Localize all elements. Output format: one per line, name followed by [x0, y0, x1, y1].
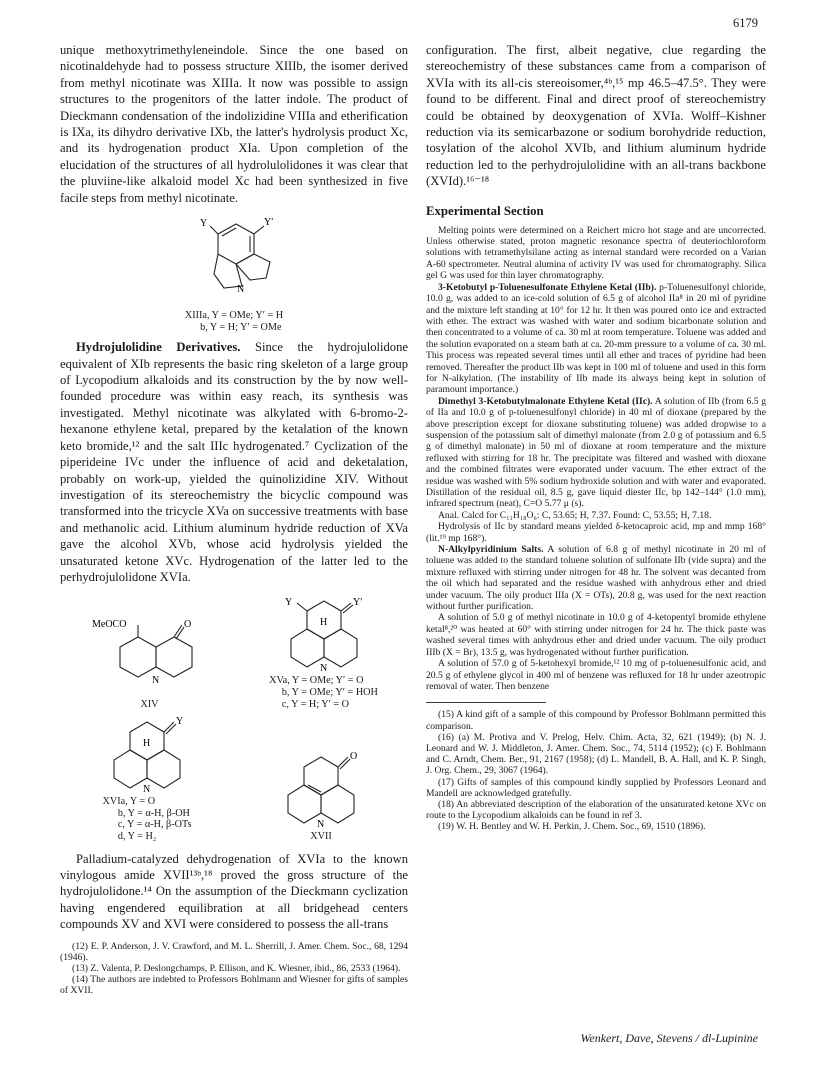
pyridinium-body: A solution of 6.8 g of methyl nicotinate in 20 ml of toluene was added to the standard toluene solution of sulfonate IIb (vide supra) and the mixture refluxed with stirring under nitrogen for 48 hr. The solvent was decanted from the oil which had separated and the residue washed with anhydrous ether and dried under vacuum. The oily product IIIa (X = OTs), 20.8 g, was used for the next reaction without further purification.: [426, 544, 766, 613]
right-column: [426, 42, 766, 833]
structure-xiv-caption: XIV: [140, 698, 159, 710]
xiv-meoco-label: MeOCO: [91, 618, 126, 630]
xvi-n-label: N: [143, 784, 151, 795]
left-footnotes: [60, 941, 408, 997]
left-intro-paragraph: unique methoxytrimethyleneindole. Since the one based on nicotinaldehyde had to possess structure XIIIb, the isomer derived from methyl nicotinate was XIIIa. It now was possible to assign structures to the progenitors of the latter indole. The product of Dieckmann condensation of the indolizidine VIIIa and etherification is IXa, its dihydro derivative IXb, the latter's hydrolysis product Xc, and its hydrogenation product XIa. Upon completion of the elucidation of the structures of all hydrolulolidones it was clear that the pluviine-like alkaloid model Xc had been synthesized in five facile steps from methyl nicotinate.: [60, 43, 408, 205]
running-footer: Wenkert, Dave, Stevens / dl-Lupinine: [580, 1031, 758, 1045]
dehydrogenation-paragraph: Palladium-catalyzed dehydrogenation of XVIa to the known vinylogous amide XVII¹³ᵇ,¹⁸ proved the gross structure of the hydrojulolidone.¹⁴ On the assumption of the Dieckmann cyclization having engendered equilibration at all bridgehead centers compounds XV and XVI were considered to possess the all-trans: [60, 851, 408, 932]
xvii-o-label: O: [350, 750, 358, 762]
experimental-pyridinium: [426, 544, 766, 612]
structure-row-xiii: [60, 212, 408, 333]
xiii-n-label: N: [237, 284, 245, 296]
structure-row-xiv-xv: [60, 593, 408, 710]
iic-hydrolysis: Hydrolysis of IIc by standard means yielded δ-ketocaproic acid, mp and mmp 168° (lit.¹⁹ mp 168°).: [426, 521, 766, 544]
structure-xiii-caption: XIIIa, Y = OMe; Y′ = H b, Y = H; Y′ = OMe: [184, 310, 284, 333]
footnote-19: (19) W. H. Bentley and W. H. Perkin, J. Chem. Soc., 69, 1510 (1896).: [438, 821, 706, 833]
hydrojulolidine-paragraph: [60, 339, 408, 585]
structure-xiv-drawing: [90, 617, 210, 697]
footnote-14: (14) The authors are indebted to Professors Bohlmann and Wiesner for gifts of samples of XVII.: [60, 974, 408, 997]
right-intro-paragraph: configuration. The first, albeit negative, clue regarding the stereochemistry of these substances came from a comparison of XVIa with its all-cis stereoisomer,⁴ᵇ,¹⁵ mp 46.5–47.5°. They were found to be different. Final and direct proof of stereochemistry could be obtained by deoxygenation of XVIa. Wolff–Kishner reduction via its semicarbazone or sodium borohydride reduction, tosylation of the alcohol XVIb, and lithium aluminum hydride reduction led to the perhydrojulolidine with an all-trans backbone (XVId).¹⁶⁻¹⁸: [426, 43, 766, 189]
footnote-17: (17) Gifts of samples of this compound kindly supplied by Professors Leonard and Mandell are acknowledged gratefully.: [426, 776, 766, 799]
footnote-12: (12) E. P. Anderson, J. V. Crawford, and M. L. Sherrill, J. Amer. Chem. Soc., 68, 1294 (1946).: [60, 940, 408, 963]
structure-xv: [269, 593, 379, 710]
experimental-iic: [426, 396, 766, 510]
footnote-16: (16) (a) M. Protiva and V. Prelog, Helv. Chim. Acta, 32, 621 (1949); (b) N. J. Leonard and W. J. Middleton, J. Amer. Chem. Soc., 74, 5114 (1952); (c) F. Bohlmann and C. Arndt, Chem. Ber., 91, 2167 (1958); (d) L. Mandell, B. A. Hall, and K. P. Singh, J. Org. Chem., 29, 3067 (1964).: [426, 731, 766, 777]
xvi-y-label: Y: [176, 716, 184, 728]
footnote-divider: [426, 702, 546, 703]
hydrojulolidine-body: Since the hydrojulolidone equivalent of XIb represents the basic ring skeleton of a large group of Lycopodium alkaloids and its construction by the by now well-founded procedure was within easy reach, its synthesis was investigated. Methyl nicotinate was alkylated with 6-bromo-2-hexanone ethylene ketal, prepared by the ketalation of the known keto bromide,¹² and the salt IIIc hydrogenated.⁷ Cyclization of the piperideine IVc under the influence of acid and deketalation, probably on work-up, yielded the quinolizidine XIV. Without investigation of its stereochemistry the bicyclic compound was transformed into the tricycle XVa on successive treatments with base and methanolic acid. Lithium aluminum hydride reduction of XVa gave the alcohol XVb, whose acid hydrolysis yielded the unsaturated ketone XVc. Hydrogenation of the latter led to the perhydrojulolidone XVIa.: [60, 340, 408, 584]
structure-xvi-caption: XVIa, Y = O b, Y = α-H, β-OH c, Y = α-H, β-OTs d, Y = H₂: [102, 796, 192, 842]
structure-xvii: [266, 749, 376, 843]
xvii-n-label: N: [317, 818, 325, 829]
experimental-intro: Melting points were determined on a Reichert micro hot stage and are uncorrected. Unless otherwise stated, proton magnetic resonance spectra of deuteriochloroform solutions with tetramethylsilane acting as internal standard were recorded on a Varian A-60 spectrometer. Neutral alumina of activity IV was used for chromatography. Silica gel G was used for thin layer chromatography.: [426, 224, 766, 282]
pyridinium-ketal: A solution of 57.0 g of 5-ketohexyl bromide,¹² 10 mg of p-toluenesulfonic acid, and 20.5 g of ethylene glycol in 400 ml of benzene was refluxed for 18 hr under azeotropic removal of water. Then benzene: [426, 658, 766, 692]
xiii-yprime-label: Y′: [264, 217, 274, 229]
structure-xvii-caption: XVII: [310, 830, 332, 842]
xv-h-label: H: [319, 617, 327, 629]
xiv-n-label: N: [151, 674, 159, 686]
structure-xiii: [174, 212, 294, 333]
left-column: [60, 42, 408, 997]
structure-xvii-drawing: [266, 749, 376, 829]
footnote-15: (15) A kind gift of a sample of this compound by Professor Bohlmann permitted this comparison.: [426, 709, 766, 732]
xv-n-label: N: [319, 663, 327, 674]
hydrojulolidine-heading: Hydrojulolidine Derivatives.: [76, 340, 241, 355]
iib-title: 3-Ketobutyl p-Toluenesulfonate Ethylene Ketal (IIb).: [438, 281, 657, 293]
page-number: 6179: [733, 16, 758, 30]
iic-analysis: Anal. Calcd for C₁₁H₁₈O₆: C, 53.65; H, 7.37. Found: C, 53.55; H, 7.18.: [438, 509, 712, 521]
pyridinium-iiib: A solution of 5.0 g of methyl nicotinate in 10.0 g of 4-ketopentyl bromide ethylene ketal⁸,²⁰ was heated at 60° with stirring under nitrogen for 24 hr. The thick paste was washed several times with anhydrous ether and dried under vacuum. The oily product IIIb (X = Br), 13.5 g, was hydrogenated without further purification.: [426, 612, 766, 658]
xv-yprime-label: Y′: [352, 597, 362, 609]
footnote-18: (18) An abbreviated description of the elaboration of the unsaturated ketone XVc on route to the Lycopodium alkaloids can be found in ref 3.: [426, 798, 766, 822]
structure-xvi-drawing: [92, 714, 202, 794]
right-footnotes: [426, 709, 766, 832]
xvi-h-label: H: [143, 738, 151, 750]
experimental-heading: Experimental Section: [426, 203, 544, 218]
structure-xiv: [90, 617, 210, 711]
structure-xiii-drawing: [174, 212, 294, 308]
structure-xv-drawing: [269, 593, 379, 673]
pyridinium-title: N-Alkylpyridinium Salts.: [438, 544, 544, 556]
structure-row-xvi-xvii: [60, 714, 408, 842]
structure-xv-caption: XVa, Y = OMe; Y′ = O b, Y = OMe; Y′ = HOH c, Y = H; Y′ = O: [269, 675, 378, 710]
iic-body: A solution of IIb (from 6.5 g of IIa and 10.0 g of p-toluenesulfonyl chloride) in 40 ml of dioxane (prepared by the above prescription except for dioxane substituting toluene) was added dropwise to a suspension of the potassium salt of dimethyl malonate (from 2.0 g of potassium and 6.5 g of dimethyl malonate) in 50 ml of dioxane at room temperature and the mixture refluxed with stirring for 18 hr. The precipitate was filtered and washed with dioxane and the combined filtrates were evaporated under vacuum. The ether extract of the residue was washed with 5% sodium hydroxide solution and with water and evaporated. Distillation of the residual oil, 8.5 g, gave liquid diester IIc, bp 142–144° (1.0 mm), infrared spectrum (neat), C=O 5.77 μ (s).: [426, 395, 766, 510]
xiii-y-label: Y: [200, 218, 208, 230]
iic-title: Dimethyl 3-Ketobutylmalonate Ethylene Ketal (IIc).: [438, 395, 653, 407]
iib-body: p-Toluenesulfonyl chloride, 10.0 g, was added to an ice-cold solution of 6.5 g of alcohol IIa⁸ in 20 ml of pyridine and the mixture left standing at 10° for 12 hr. It then was poured onto ice and extracted with ether. The extract was washed with water and sodium bicarbonate solution and then concentrated to a volume of ca. 30 ml at room temperature. Toluene was added and the solution evaporated on a steam bath at ca. 20-mm pressure to a volume of ca. 30 ml. This process was repeated several times until all ether and traces of pyridine had been removed. Thereafter the product IIb was kept in 100 ml of toluene and used in this form for N-alkylation. (The instability of IIb made its always being kept in solution of paramount importance.): [426, 281, 766, 396]
experimental-iib: [426, 282, 766, 396]
footnote-13: (13) Z. Valenta, P. Deslongchamps, P. Ellison, and K. Wiesner, ibid., 86, 2533 (1964).: [72, 962, 401, 974]
structure-xvi: [92, 714, 202, 842]
xv-y-label: Y: [284, 597, 292, 609]
xiv-o-label: O: [183, 618, 191, 630]
